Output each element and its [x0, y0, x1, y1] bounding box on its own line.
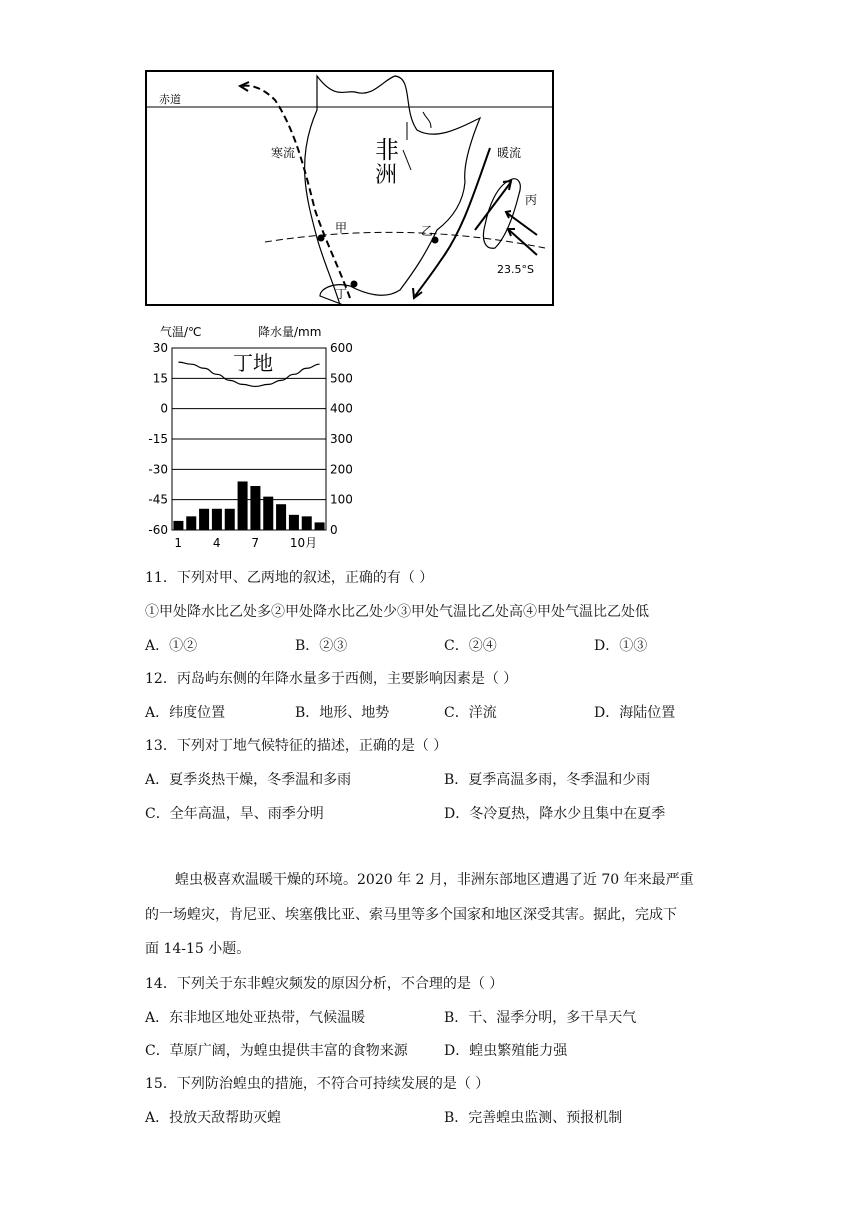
passage-line-3: 面 14-15 小题。 [145, 941, 251, 957]
climate-chart [140, 320, 360, 552]
warm-current-label: 暖流 [497, 146, 522, 160]
left-tick-label: 30 [152, 341, 168, 355]
continent-label-1: 非 [375, 136, 399, 164]
q14-option-a[interactable]: A．东非地区地处亚热带，气候温暖 [145, 1010, 366, 1026]
left-axis-label: 气温/℃ [160, 325, 202, 339]
chart-grid [172, 378, 326, 499]
precip-bar [173, 521, 183, 530]
point-ding-dot [351, 281, 358, 288]
q11-option-d[interactable]: D．①③ [594, 638, 648, 654]
q11-stem: 11．下列对甲、乙两地的叙述，正确的有（ ） [145, 570, 434, 586]
left-tick-label: -15 [148, 432, 168, 446]
left-ticks [148, 341, 168, 537]
right-tick-label: 400 [330, 401, 353, 416]
x-tick-label: 4 [212, 536, 221, 550]
q14-option-b[interactable]: B．干、湿季分明，多干旱天气 [444, 1010, 637, 1026]
x-ticks [174, 536, 317, 550]
precip-bar [315, 522, 325, 530]
q11-option-b[interactable]: B．②③ [295, 638, 348, 654]
point-bing-label: 丙 [525, 193, 538, 207]
right-tick-label: 100 [330, 492, 353, 507]
q13-stem: 13．下列对丁地气候特征的描述，正确的是（ ） [145, 738, 448, 754]
passage-line-1: 蝗虫极喜欢温暖干燥的环境。2020 年 2 月，非洲东部地区遭遇了近 70 年来最严重 [175, 872, 694, 888]
left-tick-label: -30 [148, 462, 168, 477]
q12-option-a[interactable]: A．纬度位置 [145, 705, 226, 721]
precip-bar [212, 509, 222, 530]
q15-option-a[interactable]: A．投放天敌帮助灭蝗 [145, 1110, 282, 1126]
q14-option-d[interactable]: D．蝗虫繁殖能力强 [444, 1043, 568, 1059]
precip-bar [302, 516, 312, 530]
right-tick-label: 500 [330, 371, 353, 386]
q12-stem: 12．丙岛屿东侧的年降水量多于西侧，主要影响因素是（ ） [145, 671, 518, 687]
precip-bar [250, 486, 260, 530]
q13-option-b[interactable]: B．夏季高温多雨，冬季温和少雨 [444, 772, 651, 788]
q11-option-c[interactable]: C．②④ [444, 638, 497, 654]
precip-bar [238, 481, 248, 530]
precip-bar [225, 509, 235, 530]
q14-stem: 14．下列关于东非蝗灾频发的原因分析，不合理的是（ ） [145, 976, 504, 992]
right-ticks [330, 341, 353, 537]
right-tick-label: 300 [330, 432, 353, 446]
precip-bar [289, 515, 299, 530]
point-jia-label: 甲 [335, 221, 348, 235]
precip-bar [263, 497, 273, 530]
precip-bars [173, 481, 324, 530]
q12-option-c[interactable]: C．洋流 [444, 705, 497, 721]
precip-bar [186, 516, 196, 530]
x-tick-label: 1 [174, 536, 183, 550]
cold-current-label: 寒流 [271, 146, 296, 160]
map-frame [146, 71, 553, 305]
x-tick-label: 10月 [289, 536, 318, 550]
right-tick-label: 0 [330, 523, 338, 537]
left-tick-label: -60 [148, 523, 168, 537]
latitude-label: 23.5°S [497, 263, 534, 276]
q12-option-b[interactable]: B．地形、地势 [295, 705, 390, 721]
chart-title: 丁地 [233, 351, 273, 375]
q12-option-d[interactable]: D．海陆位置 [594, 705, 676, 721]
left-tick-label: 15 [152, 371, 168, 386]
q14-option-c[interactable]: C．草原广阔，为蝗虫提供丰富的食物来源 [145, 1043, 408, 1059]
precip-bar [199, 509, 209, 530]
precip-bar [276, 504, 286, 530]
point-yi-label: 乙 [421, 224, 434, 238]
x-tick-label: 7 [251, 536, 260, 550]
continent-label-2: 洲 [375, 163, 398, 188]
right-tick-label: 600 [330, 341, 353, 355]
passage-line-2: 的一场蝗灾，肯尼亚、埃塞俄比亚、索马里等多个国家和地区深受其害。据此，完成下 [145, 907, 677, 923]
q13-option-a[interactable]: A．夏季炎热干燥，冬季温和多雨 [145, 772, 352, 788]
q13-option-c[interactable]: C．全年高温，旱、雨季分明 [145, 806, 324, 822]
right-tick-label: 200 [330, 462, 353, 477]
point-ding-label: 丁 [335, 287, 348, 301]
q15-stem: 15．下列防治蝗虫的措施，不符合可持续发展的是（ ） [145, 1076, 490, 1092]
left-tick-label: -45 [148, 492, 168, 507]
q11-option-a[interactable]: A．①② [145, 638, 198, 654]
right-axis-label: 降水量/mm [258, 325, 322, 339]
q13-option-d[interactable]: D．冬冷夏热，降水少且集中在夏季 [444, 806, 666, 822]
left-tick-label: 0 [160, 401, 168, 416]
point-jia-dot [318, 235, 325, 242]
q11-statements: ①甲处降水比乙处多②甲处降水比乙处少③甲处气温比乙处高④甲处气温比乙处低 [145, 604, 649, 620]
africa-map [145, 70, 554, 306]
equator-label: 赤道 [159, 93, 181, 106]
q15-option-b[interactable]: B．完善蝗虫监测、预报机制 [444, 1110, 623, 1126]
